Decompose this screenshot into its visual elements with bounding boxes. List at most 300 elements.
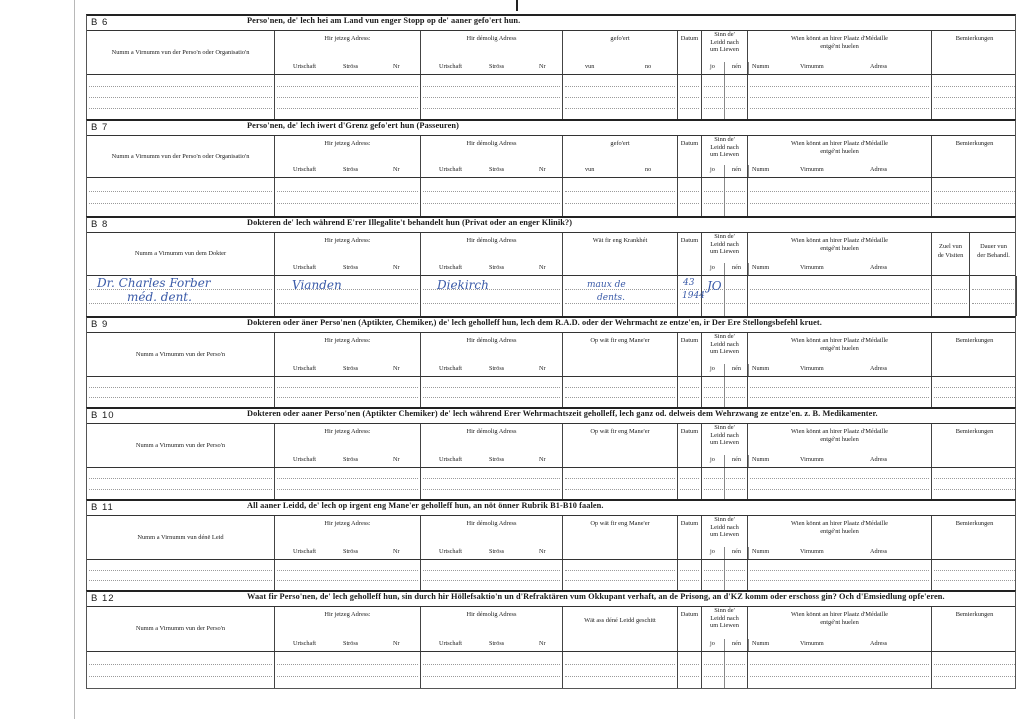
dotted-rule — [277, 676, 418, 677]
header-first — [87, 607, 275, 651]
name-column-label: Numm a Virnumm vun der Perso'n oder Organisatio'n — [111, 152, 250, 160]
entry-cell-dauer[interactable] — [970, 276, 1017, 316]
medal-divider — [748, 364, 749, 376]
entry-cell-wien[interactable] — [748, 468, 932, 499]
dotted-rule — [750, 86, 929, 87]
visit-count-label — [932, 243, 969, 261]
medal-divider — [748, 547, 749, 559]
medal-recipient-label — [748, 237, 931, 254]
dotted-rule — [680, 478, 699, 479]
header-demolig — [421, 516, 563, 559]
section-header — [87, 592, 1015, 607]
entry-cell-sinn[interactable] — [702, 377, 748, 407]
header-jetzeg — [275, 424, 421, 467]
current-place-handwriting: Vianden — [292, 278, 342, 292]
header-mid — [563, 136, 678, 177]
header-first — [87, 233, 275, 275]
duration-label-line: Dauer vun — [980, 243, 1007, 250]
date-label: Datum — [680, 520, 699, 527]
column-headers — [87, 607, 1015, 652]
street-label: Ströss — [343, 548, 359, 555]
column-headers — [87, 31, 1015, 75]
dotted-rule — [277, 387, 418, 388]
dotted-rule — [565, 570, 675, 571]
dotted-rule — [423, 478, 560, 479]
entry-cell-datum[interactable] — [678, 178, 702, 216]
address-label: Adress — [870, 166, 888, 173]
alive-label-line: um Liewen — [710, 248, 739, 256]
entry-cell-wien[interactable] — [748, 178, 932, 216]
yes-no-divider — [724, 455, 725, 467]
header-wien — [748, 607, 932, 651]
entry-cell-zuel[interactable] — [932, 276, 970, 316]
section-code: B 10 — [91, 410, 115, 421]
alive-label-line: Sinn de' — [714, 136, 735, 143]
header-jetzeg — [275, 233, 421, 275]
surname-label: Numm — [752, 264, 770, 271]
medal-label-line: entgé'nt huelen — [820, 43, 859, 51]
entry-cell-bem[interactable] — [932, 377, 1017, 407]
former-address-label: Hir démolig Adress — [466, 611, 517, 618]
entry-cell-mid[interactable] — [563, 652, 678, 688]
alive-label-line: Sinn de' — [714, 516, 735, 523]
dotted-rule — [750, 303, 929, 304]
former-address-label: Hir démolig Adress — [466, 140, 517, 147]
place-label: Urtschaft — [293, 456, 317, 463]
yes-label: jo — [710, 166, 715, 173]
medal-label-line: entgé'nt huelen — [820, 619, 859, 627]
header-datum — [678, 516, 702, 559]
place-label: Urtschaft — [293, 640, 317, 647]
entry-cell-first[interactable] — [87, 652, 275, 688]
entry-cell-first[interactable] — [87, 178, 275, 216]
dotted-rule — [565, 86, 675, 87]
header-sinn — [702, 516, 748, 559]
dotted-rule — [750, 203, 929, 204]
section-b11 — [86, 499, 1016, 590]
dotted-rule — [565, 397, 675, 398]
dotted-rule — [934, 303, 967, 304]
entry-cell-sinn[interactable] — [702, 560, 748, 590]
street-label: Ströss — [343, 63, 359, 70]
medal-recipient-label — [748, 140, 931, 157]
header-bem — [932, 607, 1017, 651]
dotted-rule — [277, 489, 418, 490]
place-label: Urtschaft — [293, 264, 317, 271]
header-wien — [748, 136, 932, 177]
entry-cell-sinn[interactable] — [702, 75, 748, 119]
dotted-rule — [89, 387, 272, 388]
alive-yes-handwriting: JO — [707, 279, 722, 293]
entry-cell-demolig[interactable] — [421, 178, 563, 216]
street-label: Ströss — [489, 456, 505, 463]
street-label: Ströss — [343, 456, 359, 463]
dotted-rule — [750, 676, 929, 677]
entry-cell-jetzeg[interactable] — [275, 560, 421, 590]
current-address-label: Hir jetzeg Adress: — [324, 35, 371, 42]
header-datum — [678, 424, 702, 467]
current-address-label: Hir jetzeg Adress: — [324, 520, 371, 527]
remarks-label: Bemierkungen — [955, 520, 994, 527]
header-first — [87, 31, 275, 74]
entry-cell-bem[interactable] — [932, 560, 1017, 590]
yes-label: jo — [710, 63, 715, 70]
dotted-rule — [750, 108, 929, 109]
entry-rows[interactable] — [87, 276, 1015, 316]
firstname-label: Virnumm — [800, 548, 824, 555]
entry-cell-wien[interactable] — [748, 377, 932, 407]
header-wien — [748, 31, 932, 74]
header-first — [87, 516, 275, 559]
dotted-rule — [565, 478, 675, 479]
street-label: Ströss — [343, 166, 359, 173]
section-header — [87, 218, 1015, 233]
header-sinn — [702, 31, 748, 74]
place-label: Urtschaft — [439, 166, 463, 173]
header-wien — [748, 516, 932, 559]
number-label: Nr — [393, 264, 400, 271]
entry-cell-jetzeg[interactable] — [275, 178, 421, 216]
firstname-label: Virnumm — [800, 640, 824, 647]
medal-divider — [748, 263, 749, 275]
dotted-rule — [972, 303, 1014, 304]
place-label: Urtschaft — [439, 640, 463, 647]
entry-cell-datum[interactable] — [678, 468, 702, 499]
alive-label-line: um Liewen — [710, 439, 739, 447]
alive-label-line: Sinn de' — [714, 31, 735, 38]
header-mid — [563, 31, 678, 74]
dotted-rule — [934, 570, 1015, 571]
dotted-rule — [89, 570, 272, 571]
dotted-rule — [934, 489, 1015, 490]
detail-column-label: Wät ass déné Leidd geschitt — [584, 617, 656, 624]
section-code: B 12 — [91, 593, 115, 604]
dotted-rule — [277, 191, 418, 192]
address-label: Adress — [870, 456, 888, 463]
entry-cell-datum[interactable] — [678, 560, 702, 590]
dotted-rule — [750, 570, 929, 571]
number-label: Nr — [393, 365, 400, 372]
alive-label-line: um Liewen — [710, 348, 739, 356]
entry-cell-bem[interactable] — [932, 178, 1017, 216]
dotted-rule — [680, 86, 699, 87]
header-dauer — [970, 233, 1017, 275]
header-demolig — [421, 607, 563, 651]
medal-divider — [748, 165, 749, 177]
dotted-rule — [750, 478, 929, 479]
dotted-rule — [565, 676, 675, 677]
medal-recipient-label — [748, 520, 931, 537]
section-header — [87, 121, 1015, 136]
entry-cell-jetzeg[interactable] — [275, 75, 421, 119]
dotted-rule — [89, 478, 272, 479]
section-header — [87, 318, 1015, 333]
dotted-rule — [89, 676, 272, 677]
header-jetzeg — [275, 31, 421, 74]
dotted-rule — [680, 191, 699, 192]
yes-no-divider — [724, 468, 725, 499]
entry-cell-datum[interactable] — [678, 652, 702, 688]
yes-no-divider — [724, 62, 725, 74]
place-label: Urtschaft — [293, 63, 317, 70]
section-b12 — [86, 590, 1016, 689]
header-demolig — [421, 333, 563, 376]
number-label: Nr — [393, 640, 400, 647]
still-alive-label — [702, 136, 747, 159]
entry-cell-wien[interactable] — [748, 276, 932, 316]
header-jetzeg — [275, 607, 421, 651]
entry-cell-demolig[interactable] — [421, 652, 563, 688]
entry-rows[interactable] — [87, 652, 1015, 688]
to-label: no — [645, 166, 652, 173]
header-jetzeg — [275, 333, 421, 376]
dotted-rule — [680, 97, 699, 98]
entry-cell-wien[interactable] — [748, 652, 932, 688]
dotted-rule — [89, 580, 272, 581]
section-code: B 11 — [91, 502, 114, 513]
dotted-rule — [934, 664, 1015, 665]
dotted-rule — [934, 86, 1015, 87]
firstname-label: Virnumm — [800, 264, 824, 271]
place-label: Urtschaft — [293, 548, 317, 555]
entry-cell-first[interactable] — [87, 560, 275, 590]
yes-no-divider — [724, 75, 725, 119]
header-sinn — [702, 333, 748, 376]
medal-label-line: Wien könnt an hirer Plaatz d'Médaille — [791, 337, 888, 344]
dotted-rule — [565, 97, 675, 98]
dotted-rule — [750, 289, 929, 290]
entry-cell-mid[interactable] — [563, 178, 678, 216]
entry-cell-datum[interactable] — [678, 377, 702, 407]
dotted-rule — [750, 97, 929, 98]
dotted-rule — [89, 191, 272, 192]
surname-label: Numm — [752, 640, 770, 647]
date-handwriting-1: 43 — [683, 278, 695, 288]
dotted-rule — [680, 676, 699, 677]
entry-cell-demolig[interactable] — [421, 377, 563, 407]
alive-label-line: Leidd nach — [710, 340, 739, 348]
alive-label-line: Leidd nach — [710, 523, 739, 531]
surname-label: Numm — [752, 456, 770, 463]
yes-no-divider — [724, 178, 725, 216]
to-label: no — [645, 63, 652, 70]
alive-label-line: Sinn de' — [714, 607, 735, 614]
entry-cell-sinn[interactable] — [702, 178, 748, 216]
former-address-label: Hir démolig Adress — [466, 237, 517, 244]
entry-cell-demolig[interactable] — [421, 560, 563, 590]
dotted-rule — [565, 489, 675, 490]
street-label: Ströss — [343, 264, 359, 271]
dotted-rule — [934, 203, 1015, 204]
dotted-rule — [680, 570, 699, 571]
dotted-rule — [423, 676, 560, 677]
dotted-rule — [423, 97, 560, 98]
entry-cell-wien[interactable] — [748, 560, 932, 590]
number-label: Nr — [393, 166, 400, 173]
transported-label: gefo'ert — [610, 35, 630, 42]
entry-cell-jetzeg[interactable] — [275, 468, 421, 499]
entry-rows[interactable] — [87, 377, 1015, 407]
margin-line — [74, 0, 75, 719]
medal-label-line: entgé'nt huelen — [820, 345, 859, 353]
dotted-rule — [277, 580, 418, 581]
medal-label-line: Wien könnt an hirer Plaatz d'Médaille — [791, 611, 888, 618]
doctor-name-handwriting: Dr. Charles Forber — [97, 276, 211, 290]
dotted-rule — [680, 489, 699, 490]
detail-column-label: Op wät fir eng Mane'er — [590, 428, 650, 435]
entry-cell-datum[interactable] — [678, 75, 702, 119]
dotted-rule — [89, 86, 272, 87]
date-label: Datum — [680, 337, 699, 344]
remarks-label: Bemierkungen — [955, 337, 994, 344]
column-headers — [87, 516, 1015, 560]
section-header — [87, 501, 1015, 516]
medal-divider — [748, 62, 749, 74]
street-label: Ströss — [489, 166, 505, 173]
entry-cell-jetzeg[interactable] — [275, 377, 421, 407]
entry-cell-demolig[interactable] — [421, 468, 563, 499]
dotted-rule — [680, 108, 699, 109]
former-address-label: Hir démolig Adress — [466, 35, 517, 42]
header-demolig — [421, 31, 563, 74]
number-label: Nr — [539, 548, 546, 555]
address-label: Adress — [870, 640, 888, 647]
from-label: vun — [585, 166, 595, 173]
header-bem — [932, 31, 1017, 74]
dotted-rule — [277, 303, 418, 304]
still-alive-label — [702, 516, 747, 539]
section-title: Waat fir Perso'nen, de' lech geholleff hun, sin durch hir Höllefsaktio'n un d'Refraktären vum Okkupant verhaft, an de Prisong, an d'KZ komm oder erschoss gin? Och d'Emsiedlung opfe'eren. — [247, 592, 945, 601]
dotted-rule — [423, 191, 560, 192]
header-sinn — [702, 233, 748, 275]
entry-cell-sinn[interactable] — [702, 468, 748, 499]
entry-rows[interactable] — [87, 75, 1015, 119]
yes-no-divider — [724, 276, 725, 316]
place-label: Urtschaft — [293, 166, 317, 173]
dotted-rule — [750, 397, 929, 398]
yes-no-divider — [724, 263, 725, 275]
alive-label-line: Sinn de' — [714, 424, 735, 431]
medal-recipient-label — [748, 337, 931, 354]
entry-cell-mid[interactable] — [563, 377, 678, 407]
dotted-rule — [277, 664, 418, 665]
medal-label-line: entgé'nt huelen — [820, 528, 859, 536]
name-column-label: Numm a Virnumm vun der Perso'n — [135, 350, 226, 358]
medal-label-line: entgé'nt huelen — [820, 245, 859, 253]
number-label: Nr — [539, 456, 546, 463]
entry-cell-mid[interactable] — [563, 468, 678, 499]
yes-no-divider — [724, 377, 725, 407]
entry-cell-bem[interactable] — [932, 468, 1017, 499]
entry-rows[interactable] — [87, 560, 1015, 590]
header-jetzeg — [275, 516, 421, 559]
header-datum — [678, 31, 702, 74]
place-label: Urtschaft — [439, 456, 463, 463]
place-label: Urtschaft — [439, 63, 463, 70]
firstname-label: Virnumm — [800, 456, 824, 463]
section-code: B 7 — [91, 122, 109, 133]
firstname-label: Virnumm — [800, 63, 824, 70]
former-address-label: Hir démolig Adress — [466, 337, 517, 344]
header-datum — [678, 233, 702, 275]
detail-column-label: Op wät fir eng Mane'er — [590, 337, 650, 344]
yes-no-divider — [724, 165, 725, 177]
entry-cell-sinn[interactable] — [702, 652, 748, 688]
column-headers — [87, 424, 1015, 468]
entry-cell-demolig[interactable] — [421, 75, 563, 119]
dotted-rule — [934, 108, 1015, 109]
entry-cell-mid[interactable] — [563, 75, 678, 119]
header-mid — [563, 233, 678, 275]
address-label: Adress — [870, 63, 888, 70]
dotted-rule — [277, 108, 418, 109]
header-bem — [932, 333, 1017, 376]
entry-cell-mid[interactable] — [563, 560, 678, 590]
section-code: B 9 — [91, 319, 109, 330]
dotted-rule — [565, 203, 675, 204]
detail-column-label: Op wät fir eng Mane'er — [590, 520, 650, 527]
entry-rows[interactable] — [87, 178, 1015, 216]
dotted-rule — [423, 108, 560, 109]
former-address-label: Hir démolig Adress — [466, 520, 517, 527]
address-label: Adress — [870, 365, 888, 372]
alive-label-line: Sinn de' — [714, 233, 735, 240]
section-b8 — [86, 216, 1016, 316]
entry-cell-jetzeg[interactable] — [275, 652, 421, 688]
place-label: Urtschaft — [439, 264, 463, 271]
current-address-label: Hir jetzeg Adress: — [324, 140, 371, 147]
dotted-rule — [680, 303, 699, 304]
dotted-rule — [934, 289, 967, 290]
entry-cell-first[interactable] — [87, 377, 275, 407]
visit-label-line: Zuel vun — [939, 243, 962, 250]
dotted-rule — [277, 478, 418, 479]
alive-label-line: Leidd nach — [710, 431, 739, 439]
dotted-rule — [750, 387, 929, 388]
header-mid — [563, 333, 678, 376]
date-label: Datum — [680, 237, 699, 244]
medal-recipient-label — [748, 428, 931, 445]
header-demolig — [421, 424, 563, 467]
no-label: nén — [732, 456, 741, 463]
alive-label-line: um Liewen — [710, 531, 739, 539]
entry-cell-bem[interactable] — [932, 75, 1017, 119]
header-wien — [748, 424, 932, 467]
yes-label: jo — [710, 456, 715, 463]
entry-rows[interactable] — [87, 468, 1015, 499]
header-bem — [932, 516, 1017, 559]
header-jetzeg — [275, 136, 421, 177]
yes-no-divider — [724, 560, 725, 590]
entry-cell-first[interactable] — [87, 468, 275, 499]
surname-label: Numm — [752, 548, 770, 555]
entry-cell-first[interactable] — [87, 75, 275, 119]
section-b7 — [86, 119, 1016, 216]
place-label: Urtschaft — [439, 365, 463, 372]
entry-cell-bem[interactable] — [932, 652, 1017, 688]
entry-cell-wien[interactable] — [748, 75, 932, 119]
medal-divider — [748, 639, 749, 651]
section-header — [87, 409, 1015, 424]
medal-recipient-label — [748, 35, 931, 52]
visit-label-line: de Visiten — [937, 251, 964, 259]
header-wien — [748, 333, 932, 376]
illness-handwriting-2: dents. — [597, 293, 625, 303]
still-alive-label — [702, 233, 747, 256]
section-title: Dokteren oder äner Perso'nen (Aptikter, Chemiker,) de' lech geholleff hun, lech dem R.A.D. oder der Wehrmacht ze entze'en, ir Der Ere Stellongsbefehl kruet. — [247, 318, 822, 327]
dotted-rule — [423, 489, 560, 490]
alive-label-line: um Liewen — [710, 622, 739, 630]
